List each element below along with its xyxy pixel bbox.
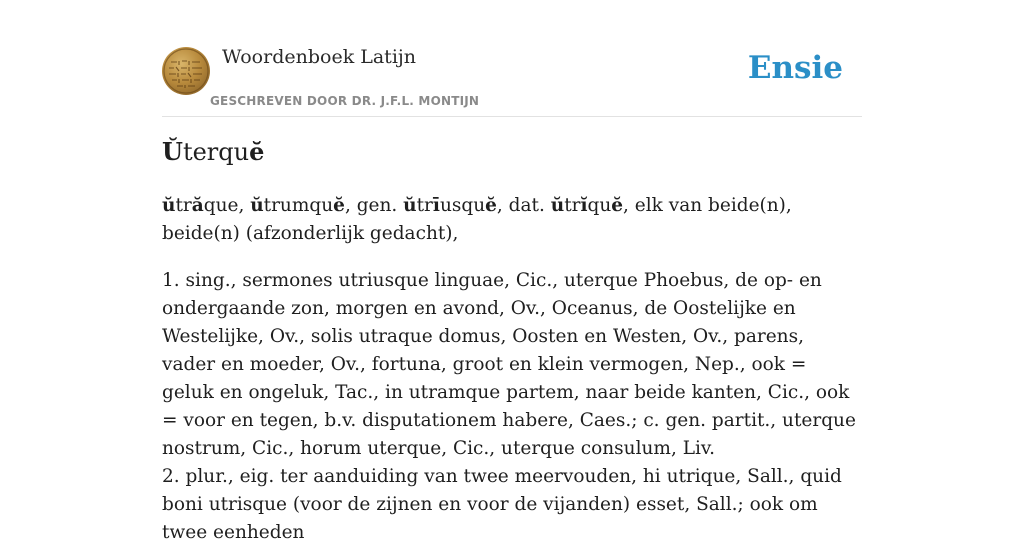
headword-middle: terqu xyxy=(182,138,250,166)
sense-1: 1. sing., sermones utriusque linguae, Cic., uterque Phoebus, de op- en ondergaande zon, morgen en avond, Ov., Oceanus, de Oostelijke en Westelijke, Ov., solis utraque domus, Oosten en Westen, Ov., parens, vader en moeder, Ov., fortuna, groot en klein vermogen, Nep., ook = geluk en ongeluk, Tac., in utramque partem, naar beide kanten, Cic., ook = voor en tegen, b.v. disputationem habere, Caes.; c. gen. partit., uterque nostrum, Cic., horum uterque, Cic., uterque consulum, Liv. xyxy=(162,270,856,459)
form-part: ŭ xyxy=(250,195,264,216)
form-part: tr xyxy=(564,195,581,216)
author-byline: GESCHREVEN DOOR DR. J.F.L. MONTIJN xyxy=(210,94,480,108)
form-part: ī xyxy=(432,195,440,216)
form-part: tr xyxy=(416,195,433,216)
form-part: trumqu xyxy=(263,195,334,216)
book-title[interactable]: Woordenboek Latijn xyxy=(222,46,417,68)
entry-headword xyxy=(162,137,264,166)
form-part: ŭ xyxy=(162,195,176,216)
sense-2: 2. plur., eig. ter aanduiding van twee meervouden, hi utrique, Sall., quid boni utrisque (voor de zijnen en voor de vijanden) esset, Sall.; ook om twee eenheden xyxy=(162,466,842,543)
entry-senses xyxy=(162,267,862,547)
form-part: , dat. xyxy=(496,195,551,216)
form-part: qu xyxy=(587,195,612,216)
form-part: ŭ xyxy=(550,195,565,216)
form-part: usqu xyxy=(439,195,486,216)
form-part: ĭ xyxy=(580,195,588,216)
coin-engraving xyxy=(162,47,210,95)
entry-forms xyxy=(162,192,862,248)
form-part: que, xyxy=(203,195,251,216)
form-part: ĕ xyxy=(611,195,624,216)
ensie-logo-link[interactable]: Ensie xyxy=(747,50,843,86)
headword-final: ĕ xyxy=(249,137,265,166)
form-part: , gen. xyxy=(344,195,404,216)
definition-gloss: , elk van beide(n), beide(n) (afzonderlijk gedacht), xyxy=(162,195,792,244)
form-part: ă xyxy=(191,195,204,216)
form-part: ŭ xyxy=(403,195,417,216)
form-part: ĕ xyxy=(333,195,345,216)
headword-initial: Ŭ xyxy=(162,137,183,166)
header xyxy=(162,0,862,117)
inscribed-coin-icon[interactable] xyxy=(162,47,210,95)
page xyxy=(162,0,862,543)
form-part: ĕ xyxy=(485,195,497,216)
form-part: tr xyxy=(175,195,192,216)
